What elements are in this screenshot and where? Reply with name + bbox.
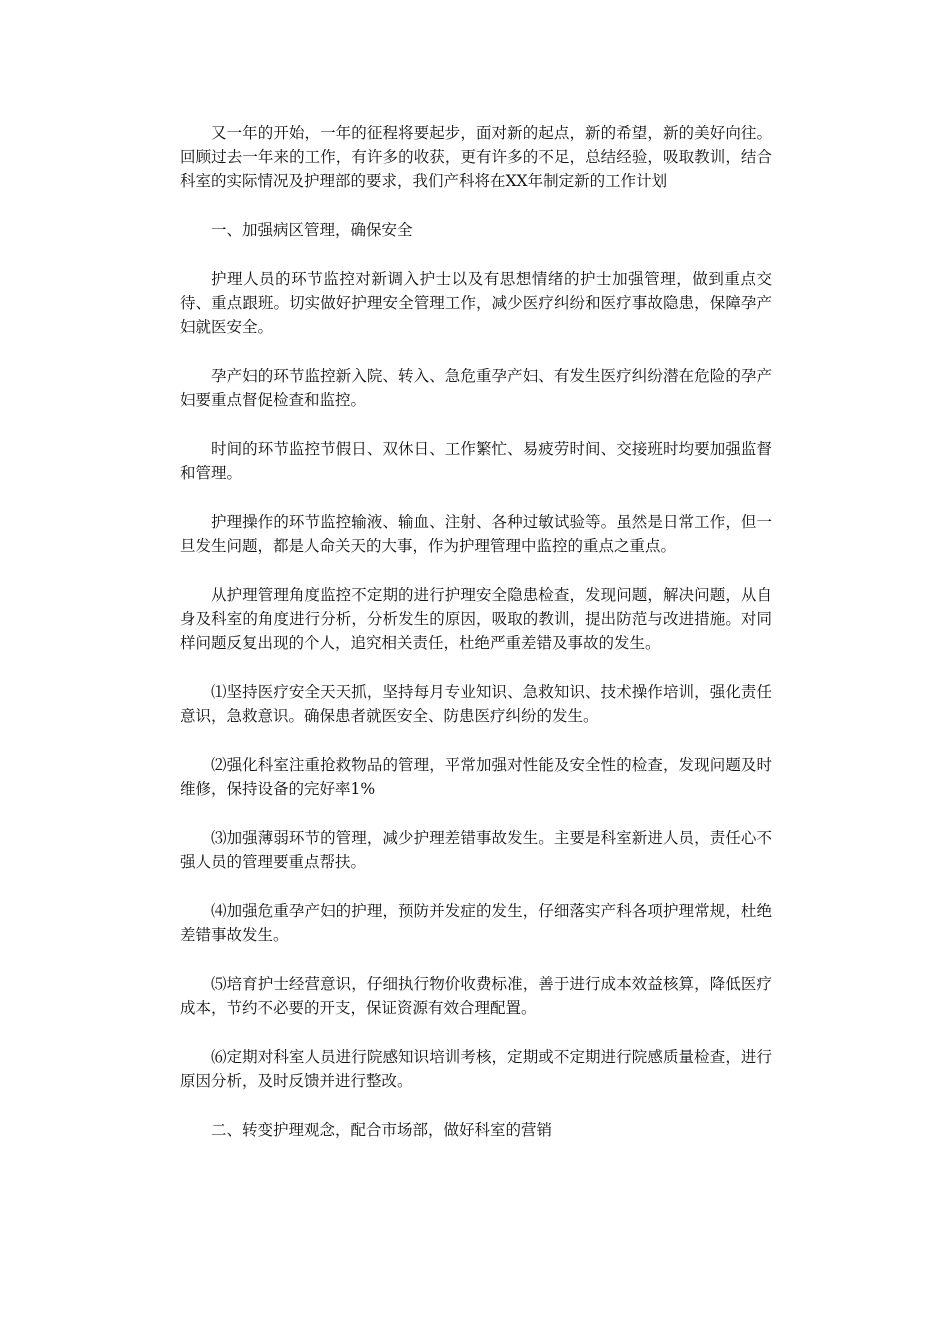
document-body bbox=[180, 121, 772, 1167]
paragraph-operation-monitoring: 护理操作的环节监控输液、输血、注射、各种过敏试验等。虽然是日常工作，但一旦发生问题，都是人命关天的大事，作为护理管理中监控的重点之重点。 bbox=[180, 513, 772, 555]
list-item-6: ⑹定期对科室人员进行院感知识培训考核，定期或不定期进行院感质量检查，进行原因分析，及时反馈并进行整改。 bbox=[180, 1048, 772, 1090]
list-item-1: ⑴坚持医疗安全天天抓，坚持每月专业知识、急救知识、技术操作培训，强化责任意识，急救意识。确保患者就医安全、防患医疗纠纷的发生。 bbox=[180, 683, 772, 725]
paragraph-patient-monitoring: 孕产妇的环节监控新入院、转入、急危重孕产妇、有发生医疗纠纷潜在危险的孕产妇要重点督促检查和监控。 bbox=[180, 367, 772, 409]
intro-paragraph: 又一年的开始，一年的征程将要起步，面对新的起点，新的希望，新的美好向往。回顾过去一年来的工作，有许多的收获，更有许多的不足，总结经验，吸取教训，结合科室的实际情况及护理部的要求，我们产科将在XX年制定新的工作计划 bbox=[180, 124, 772, 190]
paragraph-staff-monitoring: 护理人员的环节监控对新调入护士以及有思想情绪的护士加强管理，做到重点交待、重点跟班。切实做好护理安全管理工作，减少医疗纠纷和医疗事故隐患，保障孕产妇就医安全。 bbox=[180, 270, 772, 336]
section-heading-1: 一、加强病区管理，确保安全 bbox=[211, 221, 413, 239]
list-item-4: ⑷加强危重孕产妇的护理，预防并发症的发生，仔细落实产科各项护理常规，杜绝差错事故发生。 bbox=[180, 902, 772, 944]
section-heading-2: 二、转变护理观念，配合市场部，做好科室的营销 bbox=[211, 1121, 553, 1139]
paragraph-management-monitoring: 从护理管理角度监控不定期的进行护理安全隐患检查，发现问题，解决问题，从自身及科室的角度进行分析，分析发生的原因，吸取的教训，提出防范与改进措施。对同样问题反复出现的个人，追究相关责任，杜绝严重差错及事故的发生。 bbox=[180, 586, 772, 652]
list-item-3: ⑶加强薄弱环节的管理，减少护理差错事故发生。主要是科室新进人员，责任心不强人员的管理要重点帮扶。 bbox=[180, 829, 772, 871]
list-item-5: ⑸培育护士经营意识，仔细执行物价收费标准，善于进行成本效益核算，降低医疗成本，节约不必要的开支，保证资源有效合理配置。 bbox=[180, 975, 772, 1017]
list-item-2: ⑵强化科室注重抢救物品的管理，平常加强对性能及安全性的检查，发现问题及时维修，保持设备的完好率1% bbox=[180, 756, 772, 798]
paragraph-time-monitoring: 时间的环节监控节假日、双休日、工作繁忙、易疲劳时间、交接班时均要加强监督和管理。 bbox=[180, 440, 772, 482]
